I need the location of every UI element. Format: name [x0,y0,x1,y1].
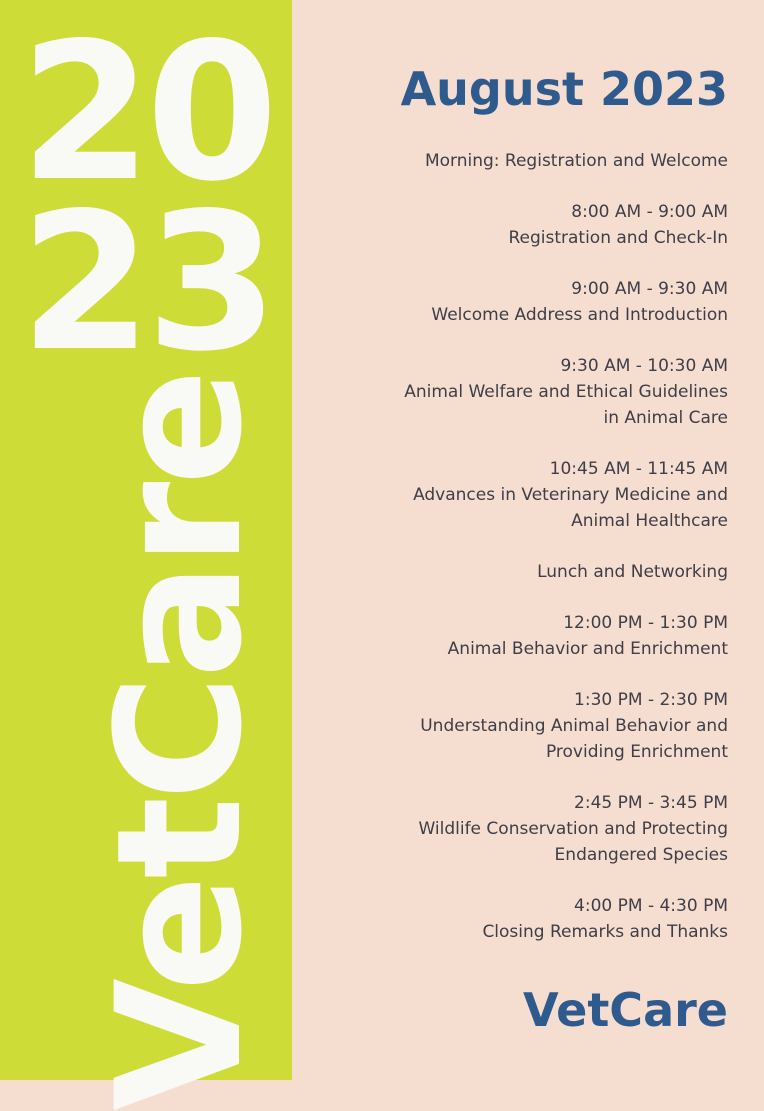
vertical-brand-text: VetCare [79,372,280,1111]
schedule-heading: Lunch and Networking [537,562,728,582]
schedule-item [308,456,728,534]
footer-brand-logo: VetCare [523,983,728,1037]
schedule-time: 8:00 AM - 9:00 AM [571,202,728,222]
schedule-time: 9:00 AM - 9:30 AM [571,279,728,299]
schedule-item [308,893,728,945]
schedule-session: Animal Behavior and Enrichment [447,639,728,659]
schedule-item [308,148,728,174]
schedule-item [308,199,728,251]
schedule-session: Registration and Check-In [508,228,728,248]
schedule-session: Animal Welfare and Ethical Guidelines [404,382,728,402]
schedule-time: 10:45 AM - 11:45 AM [549,459,728,479]
schedule-item [308,276,728,328]
schedule-session: Welcome Address and Introduction [431,305,728,325]
schedule-item [308,687,728,765]
schedule-session: Wildlife Conservation and Protecting [418,819,728,839]
schedule-time: 2:45 PM - 3:45 PM [574,793,728,813]
schedule-time: 1:30 PM - 2:30 PM [574,690,728,710]
left-accent-panel [0,0,292,1111]
year-digits-bottom: 23 [19,172,273,393]
schedule-item [308,353,728,431]
year-digits-top: 20 [19,2,273,223]
schedule-session-continued: Providing Enrichment [545,742,728,762]
schedule-time: 4:00 PM - 4:30 PM [574,896,728,916]
schedule-item [308,559,728,585]
schedule-session: Closing Remarks and Thanks [482,922,728,942]
schedule-heading: Morning: Registration and Welcome [424,151,728,171]
schedule-session: Understanding Animal Behavior and [420,716,728,736]
schedule-session-continued: in Animal Care [603,408,728,428]
page-title: August 2023 [400,62,728,116]
schedule-time: 12:00 PM - 1:30 PM [563,613,728,633]
schedule-session: Advances in Veterinary Medicine and [413,485,728,505]
schedule-item [308,610,728,662]
schedule-item [308,790,728,868]
schedule-session-continued: Endangered Species [554,845,728,865]
schedule-panel [292,0,764,1080]
schedule-list [308,148,728,970]
schedule-time: 9:30 AM - 10:30 AM [560,356,728,376]
schedule-session-continued: Animal Healthcare [571,511,728,531]
